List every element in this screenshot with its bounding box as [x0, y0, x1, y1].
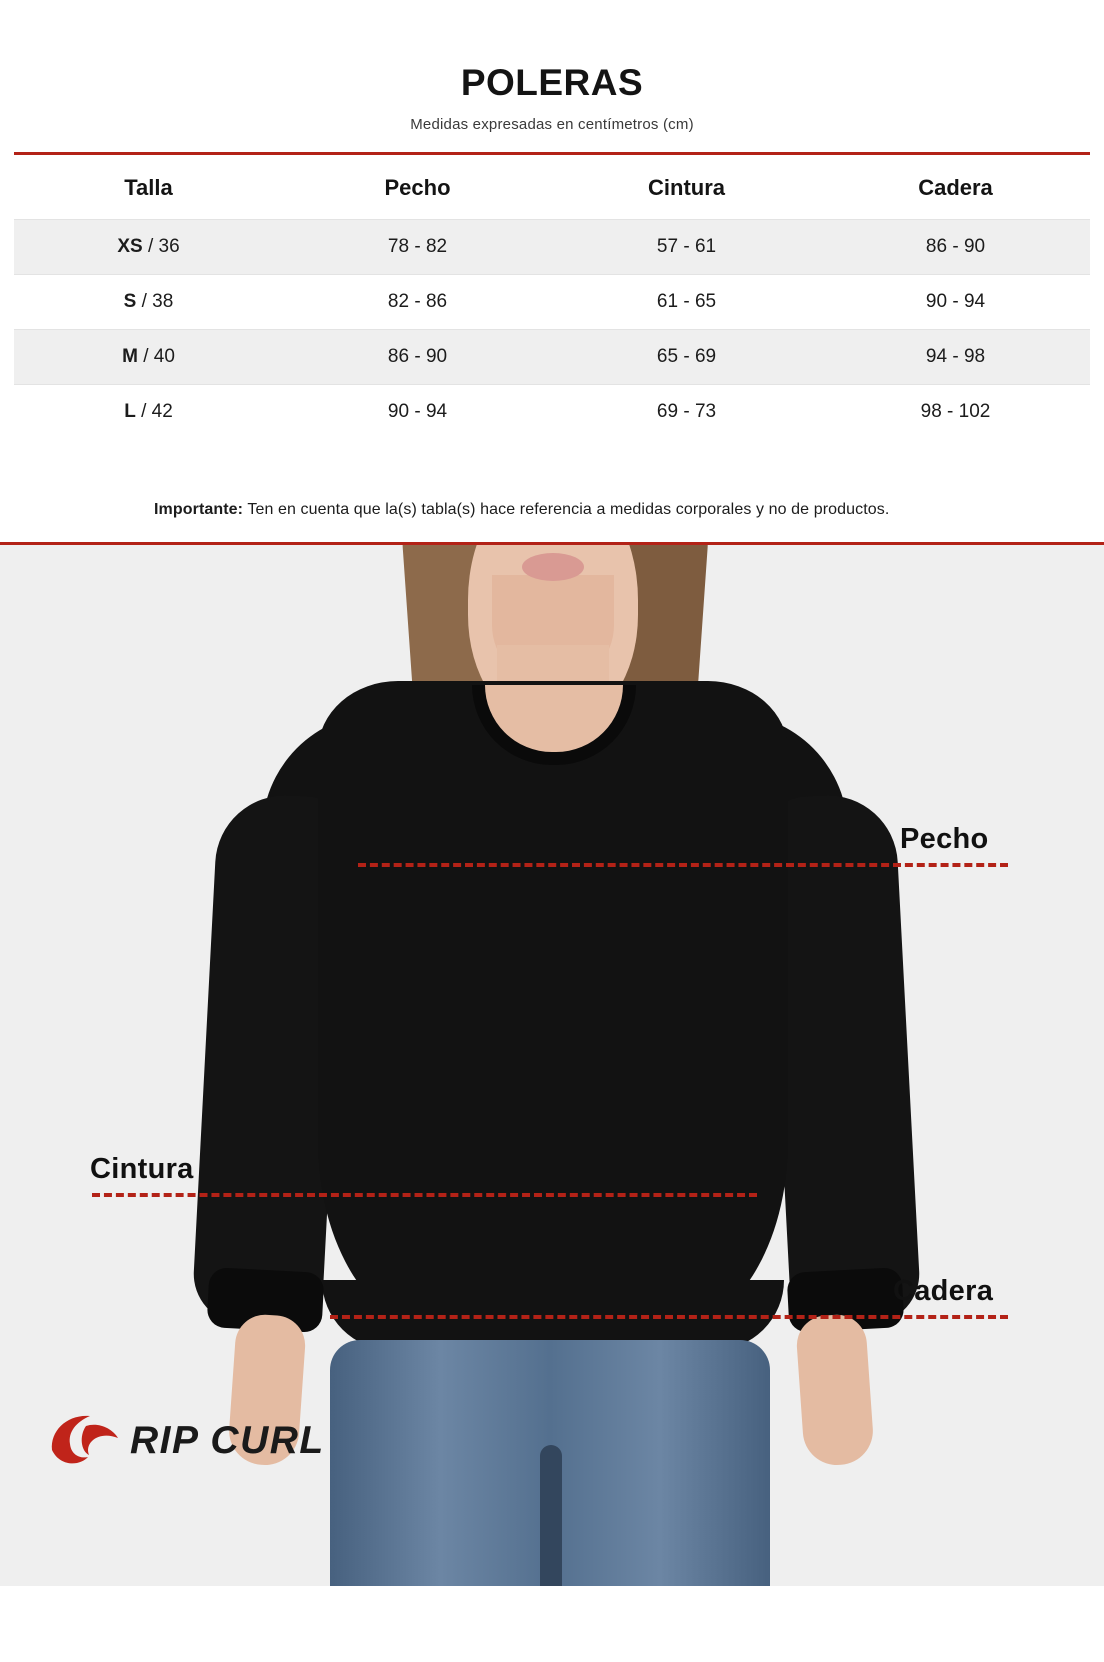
- cell-pecho: 86 - 90: [387, 346, 448, 367]
- cell-cintura: 61 - 65: [656, 291, 717, 312]
- size-table-head: [14, 155, 1090, 220]
- size-number: / 36: [142, 236, 180, 257]
- model-lips: [522, 553, 584, 581]
- cell-cadera: 98 - 102: [920, 401, 991, 422]
- measurement-diagram: [0, 545, 1104, 1586]
- cell-pecho: 78 - 82: [387, 236, 448, 257]
- size-table-body: [14, 220, 1090, 440]
- cell-cadera: 94 - 98: [925, 346, 986, 367]
- important-note: [14, 501, 1090, 519]
- page-subtitle: Medidas expresadas en centímetros (cm): [410, 116, 694, 133]
- model-hand-right: [795, 1313, 875, 1468]
- size-number: / 42: [135, 401, 173, 422]
- column-header-cadera: Cadera: [918, 175, 993, 200]
- size-code: S: [123, 291, 137, 312]
- size-table: [14, 155, 1090, 439]
- guide-label-pecho: Pecho: [900, 823, 989, 855]
- cell-cadera: 86 - 90: [925, 236, 986, 257]
- table-row: [14, 275, 1090, 330]
- guide-line-cadera: [330, 1315, 1008, 1319]
- note-text: Ten en cuenta que la(s) tabla(s) hace referencia a medidas corporales y no de productos.: [243, 501, 890, 518]
- brand-logo: [46, 1410, 325, 1472]
- size-chart-section: [0, 62, 1104, 519]
- cell-talla: [14, 385, 283, 440]
- size-code: L: [124, 401, 136, 422]
- cell-pecho: 82 - 86: [387, 291, 448, 312]
- note-label: Importante:: [154, 501, 244, 518]
- cell-talla: [14, 220, 283, 275]
- table-row: [14, 220, 1090, 275]
- column-header-pecho: Pecho: [384, 175, 451, 200]
- cell-talla: [14, 275, 283, 330]
- table-row: [14, 330, 1090, 385]
- guide-line-pecho: [358, 863, 1008, 867]
- page-title: POLERAS: [460, 62, 644, 103]
- guide-label-cintura: Cintura: [90, 1153, 194, 1185]
- brand-name: RIP CURL: [130, 1419, 325, 1462]
- rip-curl-wave-icon: [46, 1410, 124, 1472]
- size-code: XS: [117, 236, 143, 257]
- cell-pecho: 90 - 94: [387, 401, 448, 422]
- cell-cintura: 57 - 61: [656, 236, 717, 257]
- cell-cintura: 65 - 69: [656, 346, 717, 367]
- column-header-talla: Talla: [124, 175, 173, 200]
- jeans-center-seam: [540, 1445, 562, 1586]
- table-header-row: [14, 155, 1090, 220]
- cell-cadera: 90 - 94: [925, 291, 986, 312]
- cell-cintura: 69 - 73: [656, 401, 717, 422]
- size-number: / 38: [136, 291, 174, 312]
- table-row: [14, 385, 1090, 440]
- size-code: M: [122, 346, 138, 367]
- cell-talla: [14, 330, 283, 385]
- guide-line-cintura: [92, 1193, 757, 1197]
- sweater-body: [318, 681, 788, 1331]
- size-number: / 40: [137, 346, 175, 367]
- column-header-cintura: Cintura: [648, 175, 725, 200]
- guide-label-cadera: Cadera: [893, 1275, 994, 1307]
